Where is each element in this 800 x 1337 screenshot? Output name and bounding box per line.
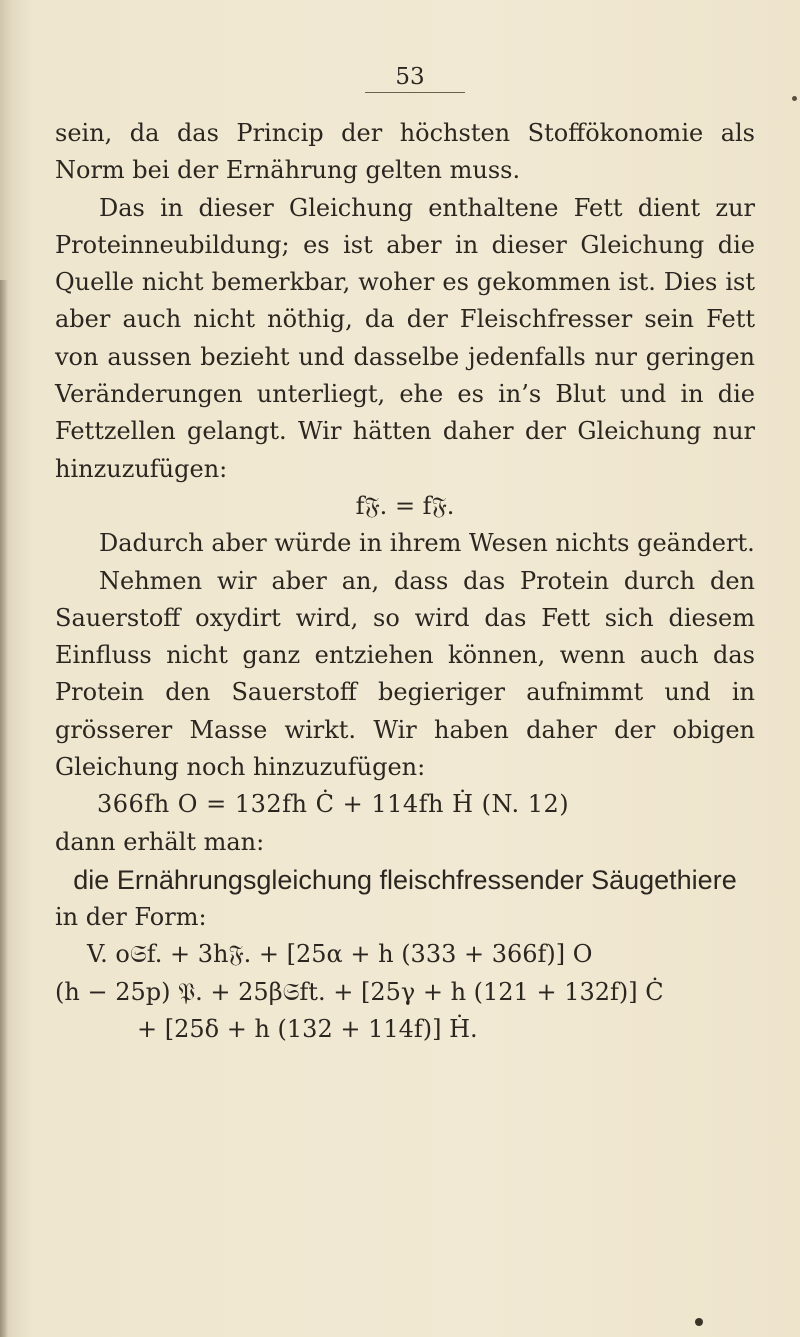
section-heading: die Ernährungsgleichung fleischfressender Säugethiere bbox=[73, 864, 737, 895]
paragraph: Dadurch aber würde in ihrem Wesen nichts geändert. bbox=[99, 529, 755, 558]
page-body bbox=[55, 115, 755, 1048]
ink-speck bbox=[792, 96, 797, 101]
paragraph: Nehmen wir aber an, dass das Protein durch den Sauerstoff oxydirt wird, so wird das Fett sich diesem Einfluss nicht ganz entziehen können, wenn auch das Protein den Sauerstoff begieriger aufnimmt und in grösserer Masse wirkt. Wir haben daher der obigen Gleichung noch hinzuzufügen: bbox=[55, 566, 755, 782]
formula-line-2: (h − 25p) 𝔓. + 25β𝔖ft. + [25γ + h (121 + 132f)] Ċ bbox=[55, 977, 664, 1006]
paragraph: Das in dieser Gleichung enthaltene Fett dient zur Proteinneubildung; es ist aber in dieser Gleichung die Quelle nicht bemerkbar, woher es gekommen ist. Dies ist aber auch nicht nöthig, da der Fleischfresser sein Fett von aussen bezieht und dasselbe jedenfalls nur geringen Veränderungen unterliegt, ehe es in’s Blut und in die Fettzellen gelangt. Wir hätten daher der Gleichung nur hinzuzufügen: bbox=[55, 193, 755, 483]
ink-speck bbox=[695, 1318, 703, 1326]
equation-fat: f𝔉. = f𝔉. bbox=[355, 491, 455, 520]
form-intro: in der Form: bbox=[55, 902, 207, 931]
paragraph: sein, da das Princip der höchsten Stoffökonomie als Norm bei der Ernährung gelten muss. bbox=[55, 119, 755, 185]
page-number: 53 bbox=[365, 62, 464, 93]
paragraph: dann erhält man: bbox=[55, 827, 265, 856]
formula-line-3: + [25δ + h (132 + 114f)] Ḣ. bbox=[137, 1014, 478, 1043]
page-spine-shadow bbox=[0, 280, 8, 1337]
formula-line-1: V. o𝔖f. + 3h𝔉. + [25α + h (333 + 366f)] O bbox=[87, 940, 593, 969]
equation-oxidation: 366fh O = 132fh Ċ + 114fh Ḣ (N. 12) bbox=[97, 790, 570, 819]
page-header bbox=[0, 62, 800, 93]
